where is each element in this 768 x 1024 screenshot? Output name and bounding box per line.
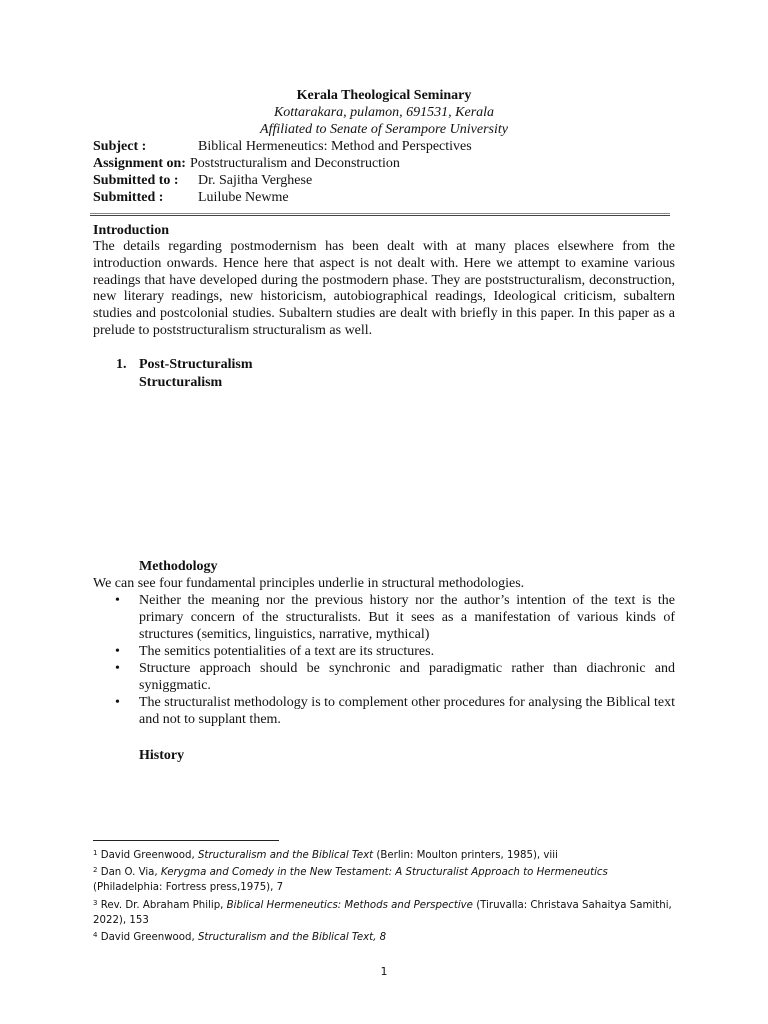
list-item-text: Structure approach should be synchronic and paradigmatic rather than diachronic and syniggmatic. (139, 661, 675, 693)
list-item (93, 644, 675, 661)
footnote-title: Kerygma and Comedy in the New Testament: A Structuralist Approach to Hermeneutics (160, 867, 608, 879)
bullet-glyph: • (115, 593, 120, 608)
footnote-number: 1 (93, 849, 98, 857)
footnote-number: 4 (93, 931, 98, 940)
section-number: 1. (116, 357, 127, 372)
bullet-glyph: • (115, 643, 120, 659)
meta-label: Assignment on: (93, 156, 186, 171)
introduction-paragraph: The details regarding postmodernism has been dealt with at many places elsewhere from the introduction onwards. Hence here that aspect is not dealt with. Here we attempt to examine various readings that have developed during the postmodern phase. They are poststructuralism, deconstruction, new literary readings, new historicism, autobiographical readings, Ideological criticism, subaltern studies and postcolonial studies. Subaltern studies are dealt with briefly in this paper. In this paper as a prelude to poststructuralism structuralism as well. (93, 239, 675, 338)
footnote-author: David Greenwood, (100, 850, 198, 861)
list-item-text: Neither the meaning nor the previous history nor the author’s intention of the text is the primary concern of the structuralists. But it sees as a manifestation of various kinds of structures (semitics, linguistics, narrative, mythical) (139, 593, 675, 642)
list-item (93, 695, 675, 729)
section-title: Post-Structuralism (139, 357, 253, 372)
meta-value: Dr. Sajitha Verghese (198, 173, 313, 188)
bullet-glyph: • (115, 661, 120, 677)
bullet-glyph: • (115, 695, 120, 711)
footnote (93, 928, 675, 945)
list-item (93, 661, 675, 695)
footnote-author: David Greenwood, (100, 932, 198, 944)
footnote (93, 896, 675, 928)
meta-row-subject (93, 138, 675, 155)
header-divider (90, 215, 670, 216)
list-item-text: The semitics potentialities of a text are its structures. (139, 643, 435, 659)
meta-value: Luilube Newme (198, 190, 289, 205)
methodology-lead: We can see four fundamental principles underlie in structural methodologies. (93, 576, 525, 591)
institution-address: Kottarakara, pulamon, 691531, Kerala (273, 105, 495, 120)
footnote-publication: (Philadelphia: Fortress press,1975), 7 (93, 882, 284, 894)
footnote-title: Structuralism and the Biblical Text (197, 850, 374, 861)
meta-row-submitted-to (93, 172, 675, 189)
footnote-publication: (Tiruvalla: Christava Sahaitya Samithi, 2022), 153 (93, 899, 672, 926)
footnote-author: Dan O. Via, (100, 867, 161, 879)
institution-affiliation: Affiliated to Senate of Serampore University (260, 122, 508, 137)
footnote (93, 863, 675, 895)
assignment-meta (93, 138, 675, 206)
history-heading: History (139, 748, 185, 763)
meta-value: Poststructuralism and Deconstruction (189, 156, 400, 171)
document-page (93, 0, 675, 1024)
introduction-heading: Introduction (93, 223, 169, 238)
footnote (93, 846, 675, 863)
page-number: 1 (380, 965, 388, 978)
footnote-title: Biblical Hermeneutics: Methods and Perspective (226, 899, 473, 911)
institution-title: Kerala Theological Seminary (296, 88, 472, 103)
meta-value: Biblical Hermeneutics: Method and Perspectives (198, 139, 472, 154)
footnote-separator (93, 840, 279, 841)
footnote-number: 2 (93, 866, 98, 875)
footnote-title: Structuralism and the Biblical Text, 8 (197, 932, 387, 944)
document-header (93, 87, 675, 138)
section-1-heading (116, 356, 253, 373)
meta-label: Submitted : (93, 190, 164, 205)
methodology-heading: Methodology (139, 559, 218, 574)
meta-row-submitted-by (93, 189, 675, 206)
footnote-publication: (Berlin: Moulton printers, 1985), viii (373, 850, 558, 861)
meta-label: Submitted to : (93, 173, 179, 188)
methodology-bullet-list (93, 593, 675, 729)
footnote-number: 3 (93, 898, 98, 907)
subsection-structuralism: Structuralism (139, 375, 223, 390)
footnote-author: Rev. Dr. Abraham Philip, (100, 899, 227, 911)
header-divider-top (90, 213, 670, 214)
list-item-text: The structuralist methodology is to complement other procedures for analysing the Biblical text and not to supplant them. (139, 695, 675, 728)
footnotes (93, 846, 675, 945)
list-item (93, 593, 675, 643)
meta-row-assignment (93, 155, 675, 172)
meta-label: Subject : (93, 139, 147, 154)
